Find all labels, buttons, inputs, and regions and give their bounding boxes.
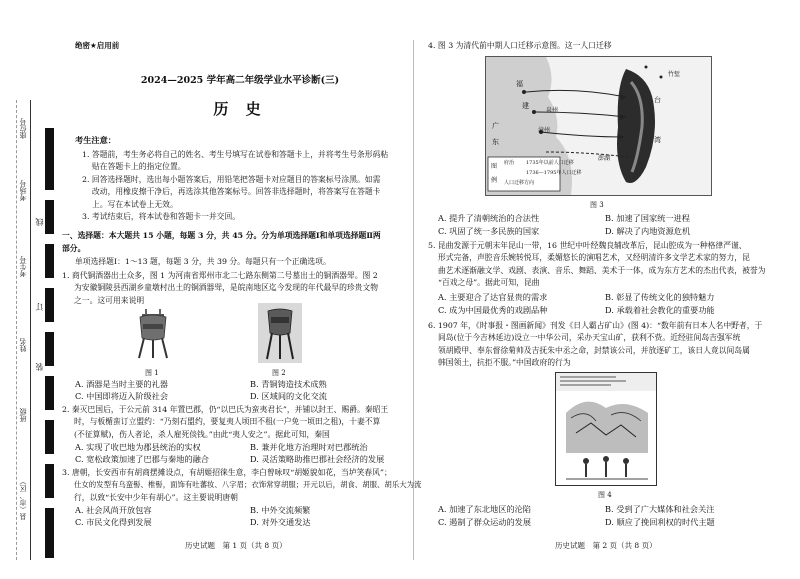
q1-option-a[interactable]: A. 酒器是当时主要的礼器	[75, 379, 168, 389]
seat-number-label: 座位号	[19, 118, 27, 139]
exam-title: 2024—2025 学年高二年级学业水平诊断(三)	[140, 75, 340, 86]
legend-item: 府治	[504, 160, 515, 166]
subject-title: 历 史	[213, 100, 267, 118]
figure-2-caption: 图 2	[272, 369, 286, 377]
q2-option-c[interactable]: C. 宽松政策加速了巴郡与秦地的融合	[75, 454, 209, 464]
note-line: 上。写在本试卷上无效。	[92, 199, 178, 209]
binding-strip	[0, 0, 56, 579]
q1-stem-line: 之一。这可用来说明	[74, 295, 145, 305]
map-label: 建	[522, 102, 529, 110]
q3-option-d[interactable]: D. 对外交通发达	[250, 517, 311, 527]
map-label: 广	[492, 122, 499, 130]
binding-bar	[45, 128, 54, 190]
q6-stem-line: 韩国领土，抗拒不服。”中国政府的行为	[438, 358, 571, 368]
map-label: 福	[516, 80, 523, 88]
q2-stem-line: 时，与板楯蛮订立盟约：“乃刻石盟约，要复夷人顷田不租(一户免一顷田之租)，十妻不算	[74, 417, 381, 427]
section1-subtitle: 单项选择题Ⅰ：1～13 题，每题 3 分，共 39 分。每题只有一个正确选项。	[75, 257, 331, 266]
q5-stem-line: 5. 昆曲发源于元朝末年昆山一带，16 世纪中叶经魏良辅改革后，昆山腔成为一种格律严谨、	[428, 241, 747, 250]
cut-word: 装	[35, 363, 44, 371]
footer-page-1: 历史试题 第 1 页（共 8 页）	[185, 541, 287, 550]
question-3	[62, 467, 421, 504]
legend-label: 图	[491, 163, 498, 170]
q3-option-c[interactable]: C. 市民文化得到发展	[75, 517, 152, 527]
figure-4-caption: 图 4	[598, 491, 612, 499]
q6-option-c[interactable]: C. 遏制了群众运动的发展	[438, 517, 532, 527]
binding-bar	[45, 288, 54, 322]
figure-3-caption: 图 3	[590, 201, 604, 209]
q5-stem-line: 形式完备，声腔音乐婉转悦耳，柔媚悠长的演唱艺术，又经明清许多文学艺术家的努力，昆	[438, 253, 750, 263]
binding-bar	[45, 200, 54, 234]
q6-option-b[interactable]: B. 受到了广大媒体和社会关注	[605, 504, 715, 514]
q4-stem: 4. 图 3 为清代前中期人口迁移示意图。这一人口迁移	[428, 41, 612, 50]
q5-stem-line: “百戏之母”。据此可知，昆曲	[438, 278, 540, 288]
map-label: 湾	[654, 136, 661, 144]
q5-option-a[interactable]: A. 主要迎合了达官显贵的需求	[438, 292, 548, 302]
q4-option-b[interactable]: B. 加速了国家统一进程	[605, 213, 690, 223]
q4-option-c[interactable]: C. 巩固了统一多民族的国家	[438, 226, 540, 236]
figure-1-image	[128, 308, 178, 360]
legend-item: 1736—1795年人口迁移	[526, 170, 582, 176]
map-label: 漳州	[538, 127, 551, 134]
binding-bar	[45, 376, 54, 410]
candidate-number-label: 考生号	[19, 256, 27, 277]
cut-word: 订	[35, 303, 44, 311]
q1-option-c[interactable]: C. 中国即将迈入阶级社会	[75, 391, 169, 401]
map-label: 泉州	[546, 107, 559, 114]
legend-item: 1735年以前人口迁移	[526, 160, 574, 166]
figure-2-image	[258, 303, 302, 363]
exam-room-label: 考场号	[19, 180, 27, 201]
binding-bar	[45, 508, 54, 558]
section1-title-cont: 部分。	[62, 244, 86, 253]
q2-stem-line: (不征算赋)，伤人者论，杀人雇死倓钱。”由此“夷人安之”。据此可知，秦国	[74, 429, 330, 439]
q3-option-a[interactable]: A. 社会风尚开放包容	[75, 505, 152, 515]
confidential-mark: 绝密★启用前	[75, 41, 120, 50]
figure-3-map	[485, 56, 712, 196]
q3-option-b[interactable]: B. 中外交流频繁	[250, 505, 311, 515]
q5-option-b[interactable]: B. 彰显了传统文化的独特魅力	[605, 292, 715, 302]
question-6	[428, 320, 762, 370]
q3-stem-line: 3. 唐朝，长安西市有胡商摆摊设点，有胡姬招徕生意，李白曾咏叹“胡姬貌如花，当垆笑春风”；	[62, 468, 392, 477]
q3-stem-line: 行，以致“长安中少年有胡心”。这主要说明唐朝	[74, 492, 238, 502]
section1-title: 一、选择题：本大题共 15 小题，每题 3 分，共 45 分。分为单项选择题Ⅰ和单项选择题Ⅱ两	[62, 231, 381, 240]
q1-option-b[interactable]: B. 青铜铸造技术成熟	[250, 379, 327, 389]
q2-option-a[interactable]: A. 实现了收巴地为郡县统治的实权	[75, 442, 201, 452]
map-label: 竹堑	[668, 71, 681, 78]
binding-bar	[45, 420, 54, 454]
class-label: 班级	[19, 408, 27, 422]
q5-stem-line: 曲艺术逐渐融文学、戏剧、表演、音乐、舞蹈、美术于一体，成为东方艺术的杰出代表，被誉为	[438, 265, 766, 275]
note-line: 1. 答题前，考生务必将自己的姓名、考生号填写在试卷和答题卡上，并将考生号条形码粘	[82, 150, 389, 159]
q6-stem-line: 领胡殿甲、奉东督徐菊帅及吉抚朱中丞之命，封禁该公司，并放逐矿工，该日人竟以间岛属	[438, 345, 750, 355]
notes-list	[82, 149, 388, 223]
q5-option-c[interactable]: C. 成为中国最优秀的戏剧品种	[438, 305, 548, 315]
q6-stem-line: 6. 1907 年，《时事报・图画新闻》刊发《日人霸占矿山》(图 4)：“数年前有日本人名中野者，于	[428, 321, 763, 330]
county-label: 县（市、区）	[19, 478, 27, 520]
name-label: 姓名	[19, 338, 27, 352]
legend-item: 人口迁移方向	[504, 180, 535, 186]
q1-stem-line: 1. 商代铜酒器出土众多，图 1 为河南省郑州市北二七路东侧第二号墓出土的铜酒器斝。图 2	[62, 271, 378, 280]
q6-option-a[interactable]: A. 加速了东北地区的沦陷	[438, 504, 531, 514]
map-label: 台	[654, 96, 661, 104]
q2-option-d[interactable]: D. 灵活策略助推巴郡社会经济的发展	[250, 454, 385, 464]
notes-heading: 考生注意：	[75, 135, 116, 145]
cut-line	[30, 100, 31, 560]
note-line: 2. 回答选择题时，选出每小题答案后，用铅笔把答题卡对应题目的答案标号涂黑。如需	[82, 174, 381, 184]
legend-label: 例	[491, 177, 498, 184]
cut-line	[16, 100, 17, 560]
figure-4-illustration	[555, 372, 657, 486]
footer-page-2: 历史试题 第 2 页（共 8 页）	[555, 541, 657, 550]
question-2	[62, 404, 388, 441]
note-line: 3. 考试结束后，将本试卷和答题卡一并交回。	[82, 212, 241, 222]
note-line: 改动，用橡皮擦干净后，再选涂其他答案标号。回答非选择题时，将答案写在答题卡	[92, 187, 381, 197]
q6-stem-line: 间岛(位于今吉林延边)设立一中华公司，采办天宝山矿，获利不赀。近经驻间岛吉强军统	[438, 333, 741, 343]
map-label: 澎湖	[598, 155, 611, 162]
cut-word: 线	[35, 218, 44, 226]
binding-bar	[45, 244, 54, 278]
q3-stem-line: 仕女的发型有乌蛮髻、椎髻，面饰有吐蕃妆、八字眉；衣饰常穿胡服；开元以后，胡食、胡服、胡乐大为流	[74, 480, 422, 490]
map-label: 东	[492, 138, 499, 146]
q2-option-b[interactable]: B. 兼并化地方治理时对巴郡统治	[250, 442, 368, 452]
binding-bar	[45, 332, 54, 366]
q5-option-d[interactable]: D. 承载着社会教化的重要功能	[605, 305, 715, 315]
figure-1-caption: 图 1	[145, 369, 159, 377]
binding-bar	[45, 464, 54, 498]
q4-option-d[interactable]: D. 解决了内地资源危机	[605, 226, 691, 236]
question-1	[62, 270, 378, 307]
note-line: 贴在答题卡上的指定位置。	[92, 162, 186, 172]
question-5	[428, 240, 765, 290]
q1-stem-line: 为安徽铜陵县西湖乡童墩村出土的铜酒器斝，是皖南地区迄今发现的年代最早的珍贵文物	[74, 283, 379, 293]
q1-option-d[interactable]: D. 区域间的文化交流	[250, 391, 327, 401]
q2-stem-line: 2. 秦灭巴国后，于公元前 314 年置巴郡，仍“以巴氏为蛮夷君长”，并铺以封王、赐爵。秦昭王	[62, 405, 389, 414]
q4-option-a[interactable]: A. 提升了清朝统治的合法性	[438, 213, 540, 223]
q6-option-d[interactable]: D. 顺应了挽回利权的时代主题	[605, 517, 715, 527]
